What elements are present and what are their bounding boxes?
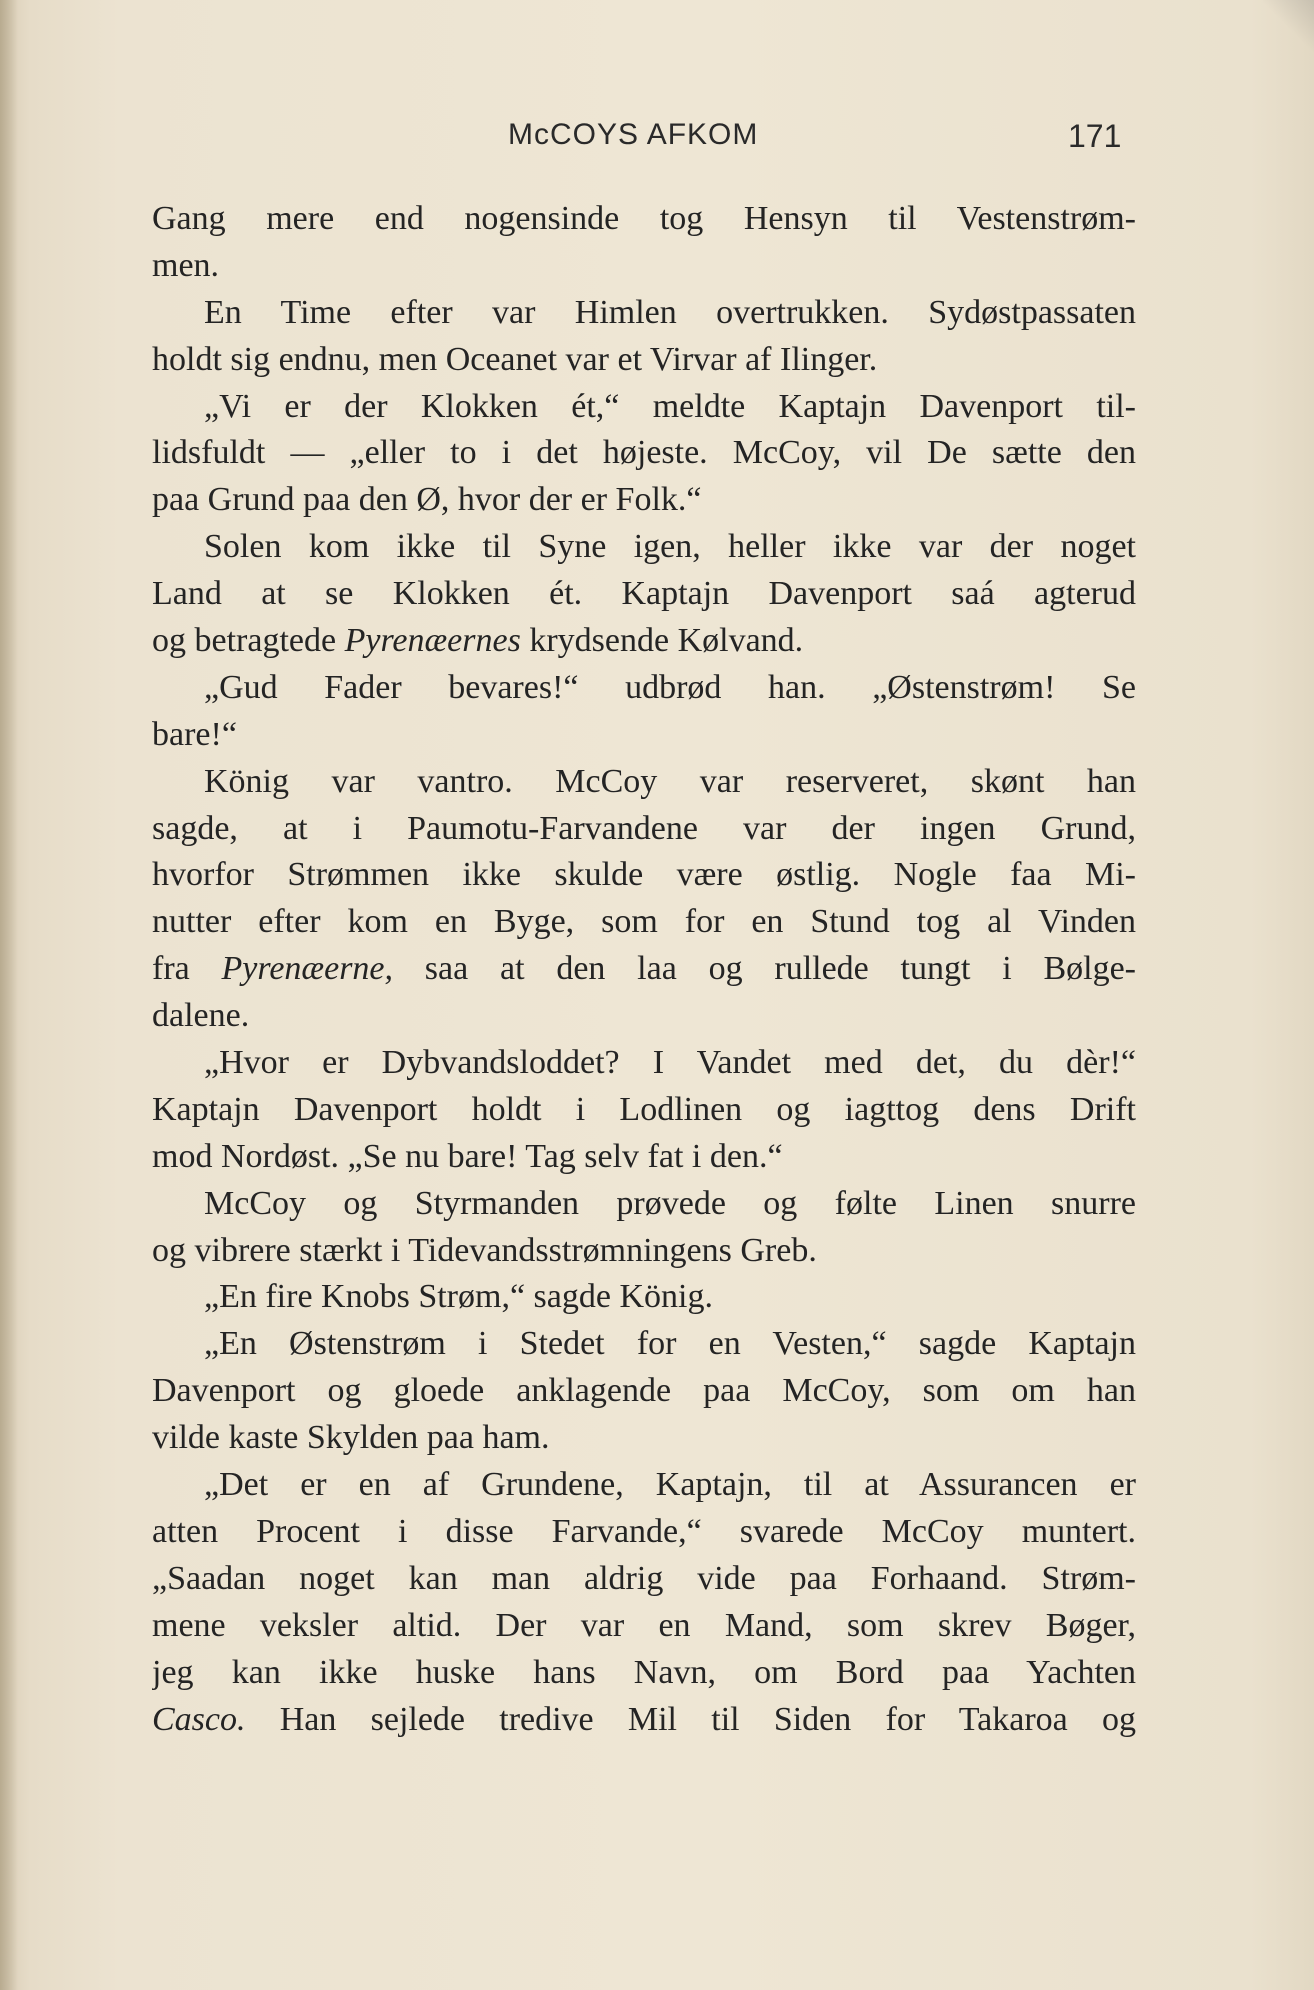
text-segment: fra	[152, 950, 222, 988]
italic-ship-name: Casco.	[152, 1700, 246, 1738]
text-line: mod Nordøst. „Se nu bare! Tag selv fat i den.“	[152, 1137, 783, 1175]
text-line: bare!“	[152, 715, 237, 753]
text-line: sagde, at i Paumotu-Farvandene var der ingen Grund,	[152, 809, 1136, 847]
page-corner	[1254, 0, 1314, 60]
binding-shadow	[0, 0, 18, 1990]
text-line: „Vi er der Klokken ét,“ meldte Kaptajn Davenport til-	[204, 387, 1136, 425]
text-line: dalene.	[152, 997, 250, 1035]
text-line: Land at se Klokken ét. Kaptajn Davenport saá agterud	[152, 575, 1136, 613]
text-line: Davenport og gloede anklagende paa McCoy, som om han	[152, 1372, 1136, 1410]
text-line: vilde kaste Skylden paa ham.	[152, 1419, 550, 1457]
text-segment: krydsende Kølvand.	[520, 622, 804, 660]
text-line: En Time efter var Himlen overtrukken. Sydøstpassaten	[204, 293, 1136, 331]
text-line: Solen kom ikke til Syne igen, heller ikke var der noget	[204, 528, 1136, 566]
text-line: holdt sig endnu, men Oceanet var et Virvar af Ilinger.	[152, 340, 878, 378]
italic-ship-name: Pyrenæernes	[344, 622, 521, 660]
text-line: „Det er en af Grundene, Kaptajn, til at Assurancen er	[204, 1466, 1136, 1504]
text-line	[152, 1697, 1136, 1744]
text-line: lidsfuldt — „eller to i det højeste. McCoy, vil De sætte den	[152, 434, 1136, 472]
text-segment: Han sejlede tredive Mil til Siden for Takaroa og	[245, 1700, 1136, 1738]
text-line: hvorfor Strømmen ikke skulde være østlig. Nogle faa Mi-	[152, 856, 1136, 894]
text-line: Gang mere end nogensinde tog Hensyn til Vestenstrøm-	[152, 200, 1136, 237]
page-number: 171	[1068, 118, 1122, 154]
text-line	[152, 946, 1136, 993]
text-line: atten Procent i disse Farvande,“ svarede McCoy muntert.	[152, 1512, 1136, 1550]
text-line: „En fire Knobs Strøm,“ sagde König.	[204, 1278, 713, 1316]
text-line: McCoy og Styrmanden prøvede og følte Linen snurre	[204, 1184, 1136, 1222]
italic-ship-name: Pyrenæerne,	[221, 950, 394, 988]
text-segment: saa at den laa og rullede tungt i Bølge-	[393, 950, 1136, 988]
running-title: McCOYS AFKOM	[508, 118, 759, 151]
text-line: paa Grund paa den Ø, hvor der er Folk.“	[152, 481, 702, 519]
text-line: „En Østenstrøm i Stedet for en Vesten,“ sagde Kaptajn	[204, 1325, 1136, 1363]
text-line: og vibrere stærkt i Tidevandsstrømningens Greb.	[152, 1231, 817, 1269]
text-line: Kaptajn Davenport holdt i Lodlinen og iagttog dens Drift	[152, 1090, 1136, 1128]
text-line: „Hvor er Dybvandsloddet? I Vandet med det, du dèr!“	[204, 1044, 1136, 1082]
text-line: men.	[152, 246, 220, 284]
text-line: jeg kan ikke huske hans Navn, om Bord paa Yachten	[152, 1653, 1136, 1691]
text-line: mene veksler altid. Der var en Mand, som skrev Bøger,	[152, 1606, 1136, 1644]
body-text	[152, 196, 1136, 1743]
text-line: König var vantro. McCoy var reserveret, skønt han	[204, 762, 1136, 800]
text-line: nutter efter kom en Byge, som for en Stund tog al Vinden	[152, 903, 1136, 941]
text-line: „Saadan noget kan man aldrig vide paa Forhaand. Strøm-	[152, 1559, 1136, 1597]
text-line	[152, 618, 1136, 665]
text-line: „Gud Fader bevares!“ udbrød han. „Østenstrøm! Se	[204, 668, 1136, 706]
text-segment: og betragtede	[152, 622, 345, 660]
